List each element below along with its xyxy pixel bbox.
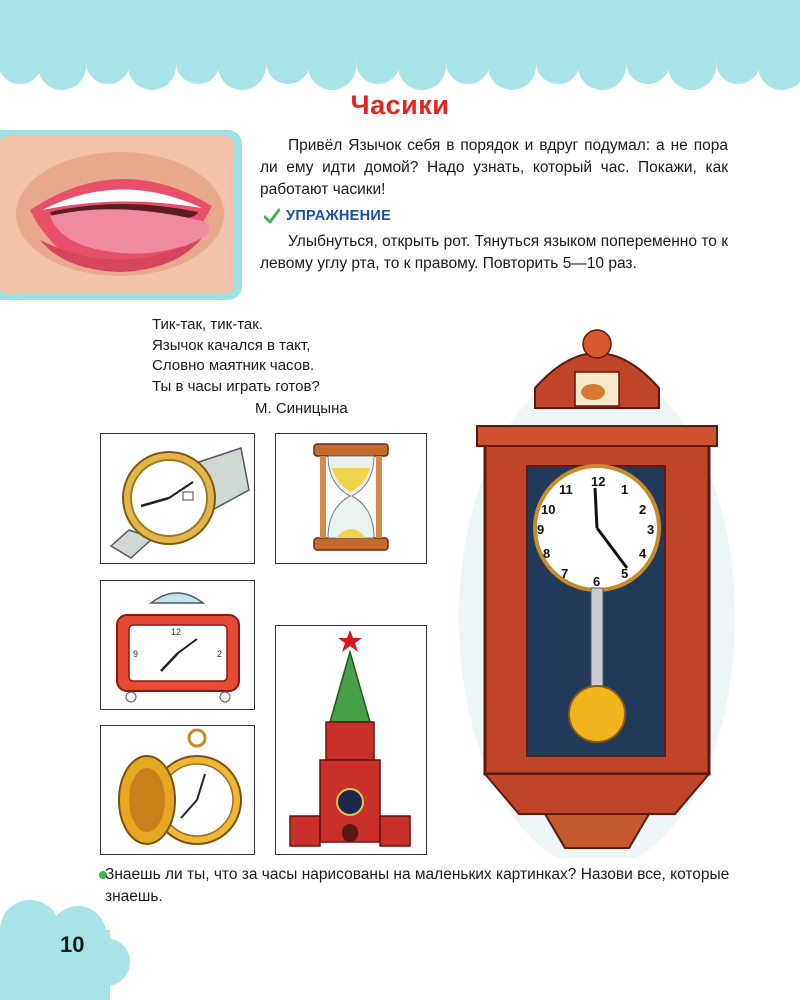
question-text: Знаешь ли ты, что за часы нарисованы на маленьких картинках? Назови все, которые знаешь. <box>105 866 730 905</box>
clock-numeral: 4 <box>639 546 647 561</box>
pocket-watch-picture-box <box>100 725 255 855</box>
page-title: Часики <box>350 90 450 120</box>
tongue-photo <box>0 130 242 300</box>
clock-numeral: 11 <box>559 482 573 497</box>
clock-numeral: 2 <box>217 649 223 659</box>
wall-clock-illustration <box>455 318 740 858</box>
kremlin-tower-illustration <box>276 626 425 853</box>
clock-numeral: 2 <box>639 502 647 517</box>
clock-numeral: 3 <box>647 522 655 537</box>
intro-text: Привёл Язычок себя в порядок и вдруг подумал: а не пора ли ему идти домой? Надо узнать, который час. Покажи, как работают часики! <box>260 137 728 198</box>
tongue-photo-frame <box>0 130 242 300</box>
clock-numeral: 5 <box>621 566 629 581</box>
poem-line: Язычок качался в такт, <box>152 336 311 354</box>
alarm-clock-illustration <box>101 581 253 708</box>
poem <box>152 315 320 397</box>
alarm-clock-picture-box <box>100 580 255 710</box>
clock-numeral: 12 <box>171 627 182 637</box>
poem-line: Ты в часы играть готов? <box>152 377 320 395</box>
exercise-heading <box>264 208 391 224</box>
clock-numeral: 7 <box>561 566 569 581</box>
hourglass-illustration <box>276 434 425 562</box>
clock-numeral: 10 <box>541 502 556 517</box>
wristwatch-illustration <box>101 434 253 562</box>
wristwatch-picture-box <box>100 433 255 564</box>
clock-numeral: 9 <box>133 649 139 659</box>
pocket-watch-illustration <box>101 726 253 853</box>
clock-numeral: 12 <box>591 474 606 489</box>
cloud-band-top <box>0 0 800 90</box>
checkmark-icon <box>264 208 280 224</box>
clock-numeral: 6 <box>593 574 601 589</box>
clock-numeral: 1 <box>621 482 629 497</box>
clock-numeral: 9 <box>537 522 545 537</box>
kremlin-tower-picture-box <box>275 625 427 855</box>
poem-line: Тик-так, тик-так. <box>152 316 263 333</box>
poem-author: М. Синицына <box>255 400 348 417</box>
page-number: 10 <box>60 932 85 957</box>
hourglass-picture-box <box>275 433 427 564</box>
exercise-heading-label: УПРАЖНЕНИЕ <box>286 208 392 224</box>
poem-line: Словно маятник часов. <box>152 357 315 374</box>
exercise-text: Улыбнуться, открыть рот. Тянуться языком попеременно то к левому углу рта, то к правому. Повторить 5—10 раз. <box>260 233 728 272</box>
clock-numeral: 8 <box>543 546 551 561</box>
